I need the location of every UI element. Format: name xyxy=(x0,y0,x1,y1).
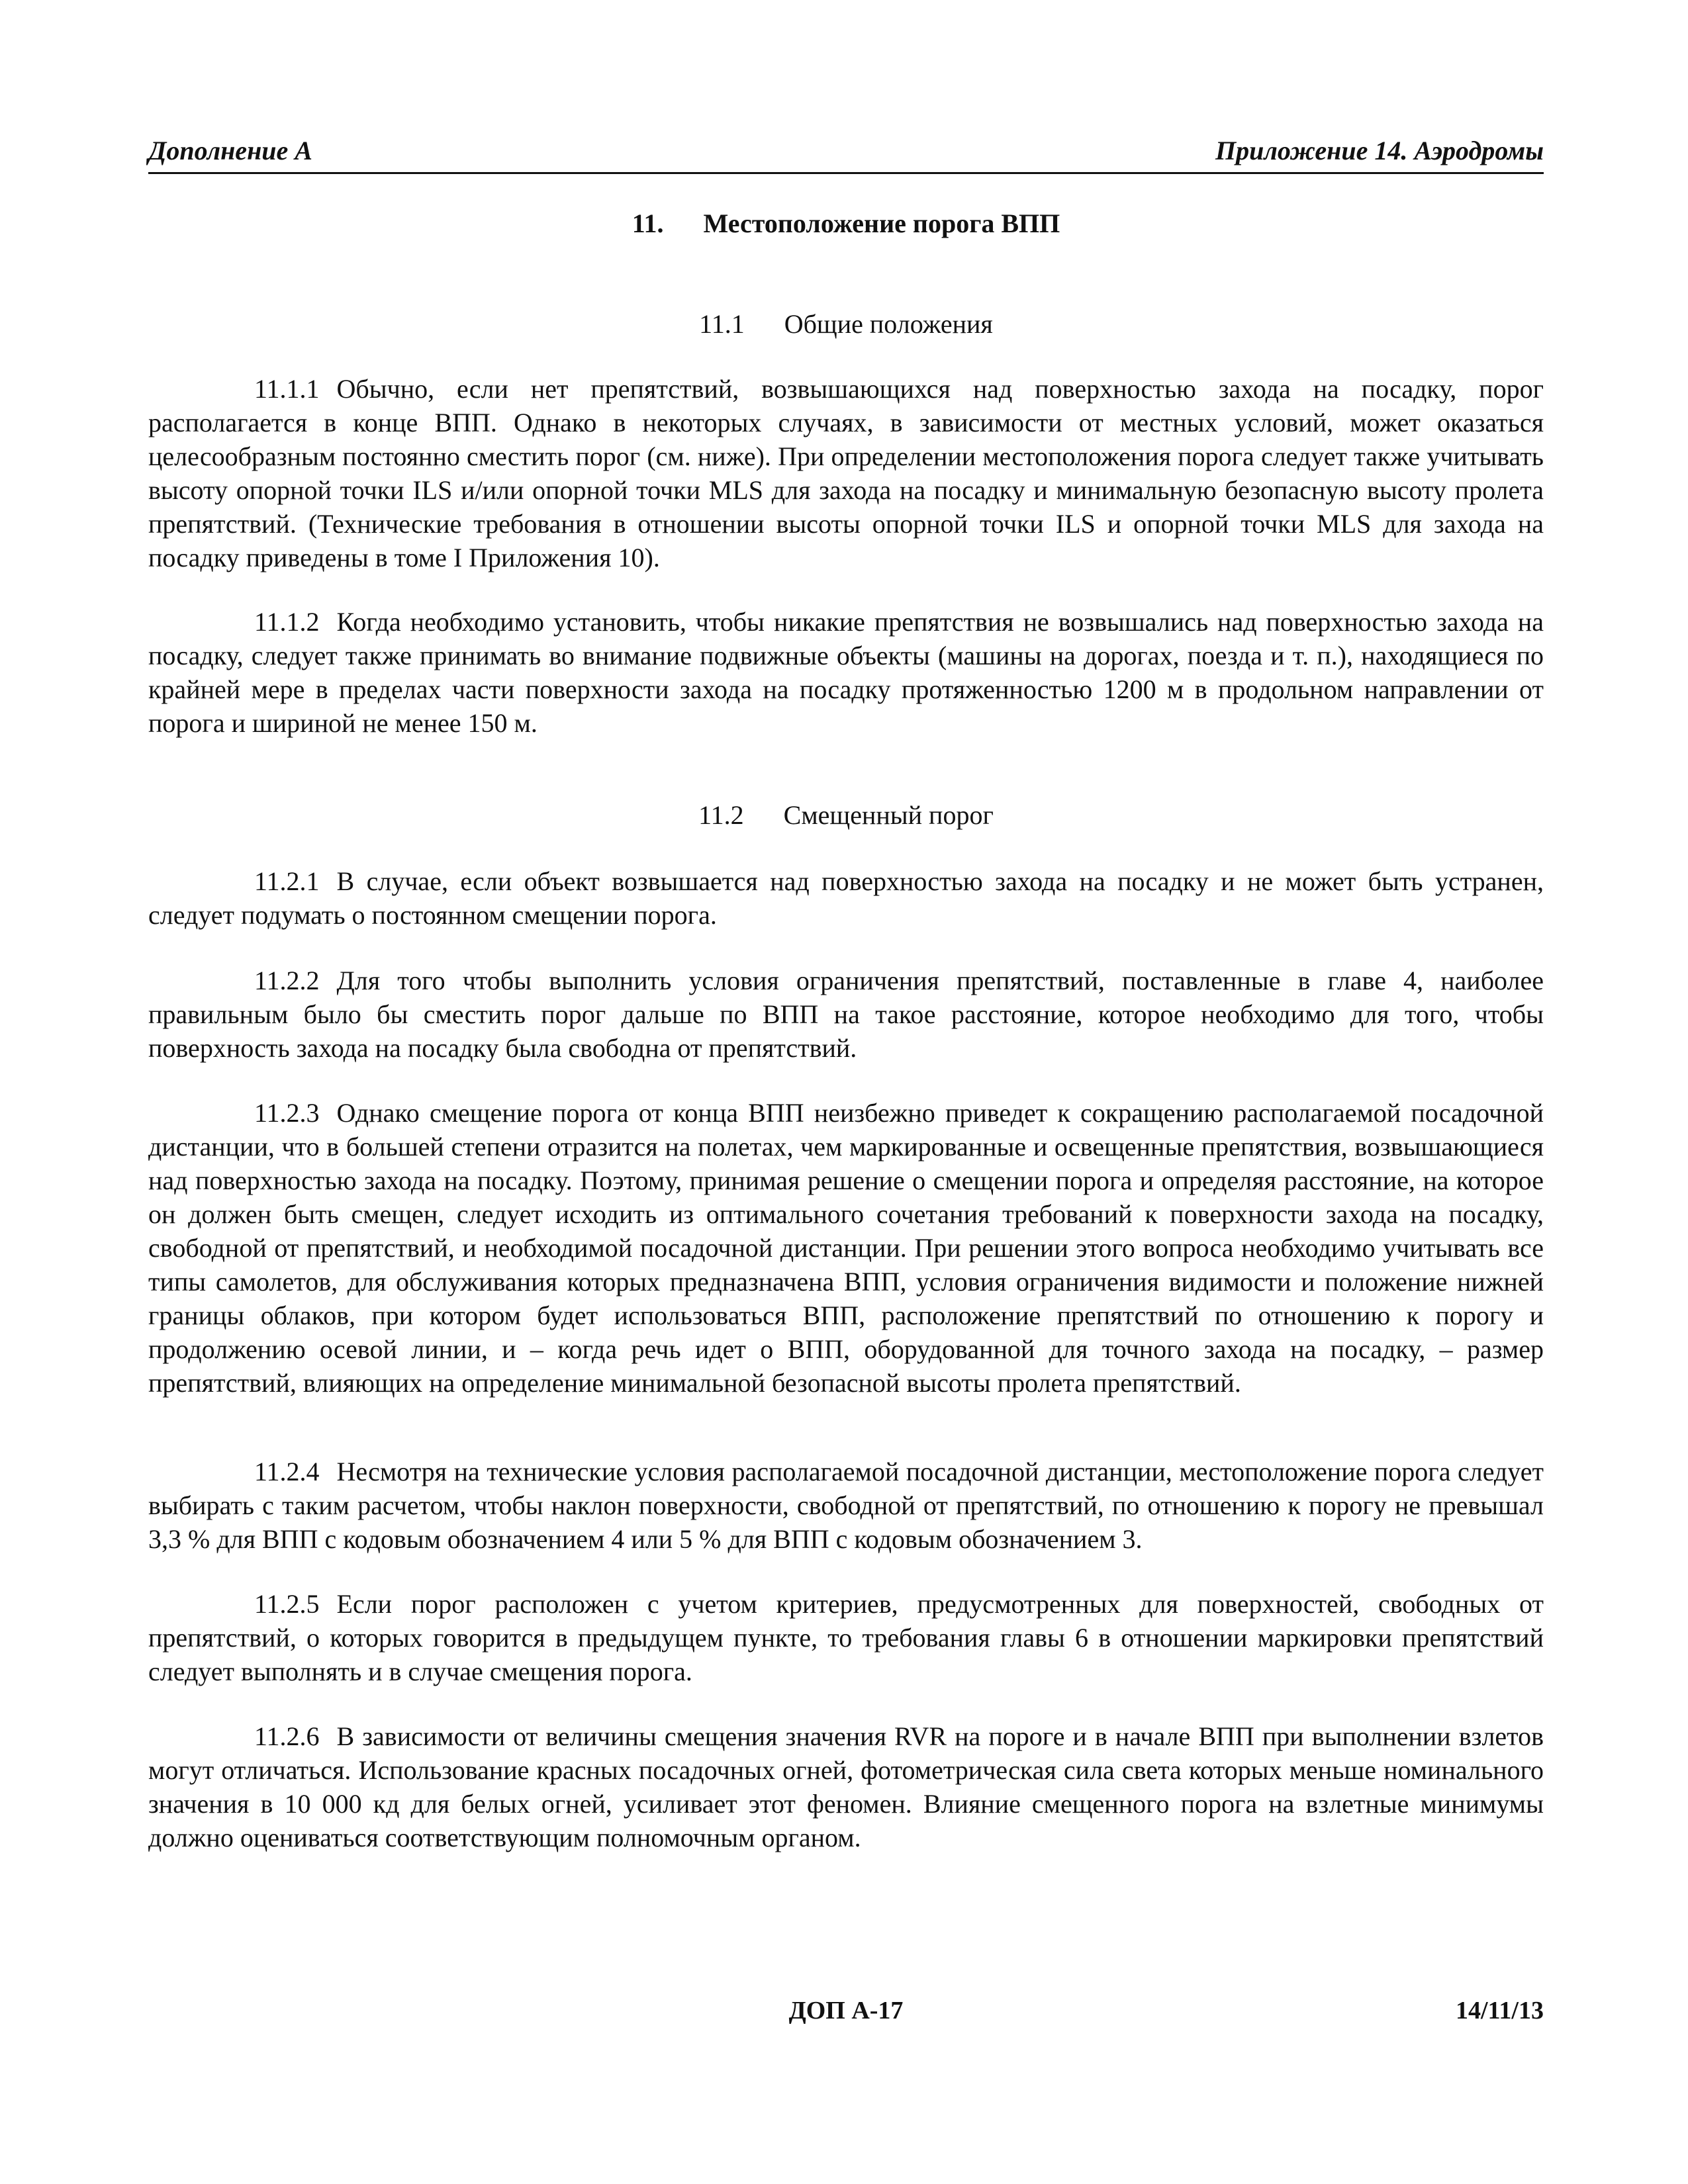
footer-date: 14/11/13 xyxy=(1455,1997,1544,2025)
section-title-text: Местоположение порога ВПП xyxy=(703,208,1060,238)
paragraph-11-2-1 xyxy=(148,864,1544,932)
paragraph-number: 11.2.3 xyxy=(254,1098,320,1128)
paragraph-11-2-4 xyxy=(148,1455,1544,1556)
paragraph-text: В случае, если объект возвышается над поверхностью захода на посадку и не может быть устранен, следует подумать о постоянном смещении порога. xyxy=(148,866,1544,930)
subsection-title-text: Общие положения xyxy=(784,309,993,339)
paragraph-number: 11.2.6 xyxy=(254,1721,320,1751)
paragraph-11-2-5 xyxy=(148,1587,1544,1688)
paragraph-11-1-2 xyxy=(148,605,1544,740)
header-right-text: Приложение 14. Аэродромы xyxy=(1215,136,1544,165)
paragraph-text: Если порог расположен с учетом критериев, предусмотренных для поверхностей, свободных от препятствий, о которых говорится в предыдущем пункте, то требования главы 6 в отношении маркировки препятствий следует выполнять и в случае смещения порога. xyxy=(148,1589,1544,1686)
header-left-text: Дополнение А xyxy=(148,136,312,165)
paragraph-number: 11.1.1 xyxy=(254,374,320,404)
paragraph-number: 11.2.5 xyxy=(254,1589,320,1619)
paragraph-text: Несмотря на технические условия располагаемой посадочной дистанции, местоположение порога следует выбирать с таким расчетом, чтобы наклон поверхности, свободной от препятствий, по отношению к порогу не превышал 3,3 % для ВПП с кодовым обозначением 4 или 5 % для ВПП с кодовым обозначением 3. xyxy=(148,1457,1544,1554)
page-header xyxy=(148,132,1544,174)
paragraph-11-1-1 xyxy=(148,372,1544,574)
paragraph-number: 11.2.2 xyxy=(254,966,320,995)
paragraph-number: 11.1.2 xyxy=(254,607,320,637)
paragraph-text: Однако смещение порога от конца ВПП неизбежно приведет к сокращению располагаемой посадочной дистанции, что в большей степени отразится на полетах, чем маркированные и освещенные препятствия, возвышающиеся над поверхностью захода на посадку. Поэтому, принимая решение о смещении порога и определяя расстояние, на которое он должен быть смещен, следует исходить из оптимального сочетания требований к поверхности захода на посадку, свободной от препятствий, и необходимой посадочной дистанции. При решении этого вопроса необходимо учитывать все типы самолетов, для обслуживания которых предназначена ВПП, условия ограничения видимости и положение нижней границы облаков, при котором будет использоваться ВПП, расположение препятствий по отношению к порогу и продолжению осевой линии, и – когда речь идет о ВПП, оборудованной для точного захода на посадку, – размер препятствий, влияющих на определение минимальной безопасной высоты пролета препятствий. xyxy=(148,1098,1544,1398)
paragraph-11-2-2 xyxy=(148,964,1544,1065)
subsection-title-11-2 xyxy=(148,797,1544,834)
section-number: 11. xyxy=(632,208,664,238)
paragraph-text: Когда необходимо установить, чтобы никакие препятствия не возвышались над поверхностью захода на посадку, следует также принимать во внимание подвижные объекты (машины на дорогах, поезда и т. п.), находящиеся по крайней мере в пределах части поверхности захода на посадку протяженностью 1200 м в продольном направлении от порога и шириной не менее 150 м. xyxy=(148,607,1544,738)
paragraph-11-2-3 xyxy=(148,1096,1544,1400)
paragraph-number: 11.2.1 xyxy=(254,866,320,896)
subsection-number: 11.2 xyxy=(698,800,744,830)
section-title xyxy=(148,205,1544,242)
footer-page-number: ДОП А-17 xyxy=(788,1997,904,2025)
subsection-title-11-1 xyxy=(148,306,1544,343)
paragraph-text: Для того чтобы выполнить условия ограничения препятствий, поставленные в главе 4, наиболее правильным было бы сместить порог дальше по ВПП на такое расстояние, которое необходимо для того, чтобы поверхность захода на посадку была свободна от препятствий. xyxy=(148,966,1544,1063)
subsection-number: 11.1 xyxy=(699,309,745,339)
paragraph-text: Обычно, если нет препятствий, возвышающихся над поверхностью захода на посадку, порог располагается в конце ВПП. Однако в некоторых случаях, в зависимости от местных условий, может оказаться целесообразным постоянно сместить порог (см. ниже). При определении местоположения порога следует также учитывать высоту опорной точки ILS и/или опорной точки MLS для захода на посадку и минимальную безопасную высоту пролета препятствий. (Технические требования в отношении высоты опорной точки ILS и опорной точки MLS для захода на посадку приведены в томе I Приложения 10). xyxy=(148,374,1544,572)
paragraph-number: 11.2.4 xyxy=(254,1457,320,1486)
paragraph-11-2-6 xyxy=(148,1719,1544,1854)
subsection-title-text: Смещенный порог xyxy=(783,800,994,830)
paragraph-text: В зависимости от величины смещения значения RVR на пороге и в начале ВПП при выполнении взлетов могут отличаться. Использование красных посадочных огней, фотометрическая сила света которых меньше номинального значения в 10 000 кд для белых огней, усиливает этот феномен. Влияние смещенного порога на взлетные минимумы должно оцениваться соответствующим полномочным органом. xyxy=(148,1721,1544,1852)
